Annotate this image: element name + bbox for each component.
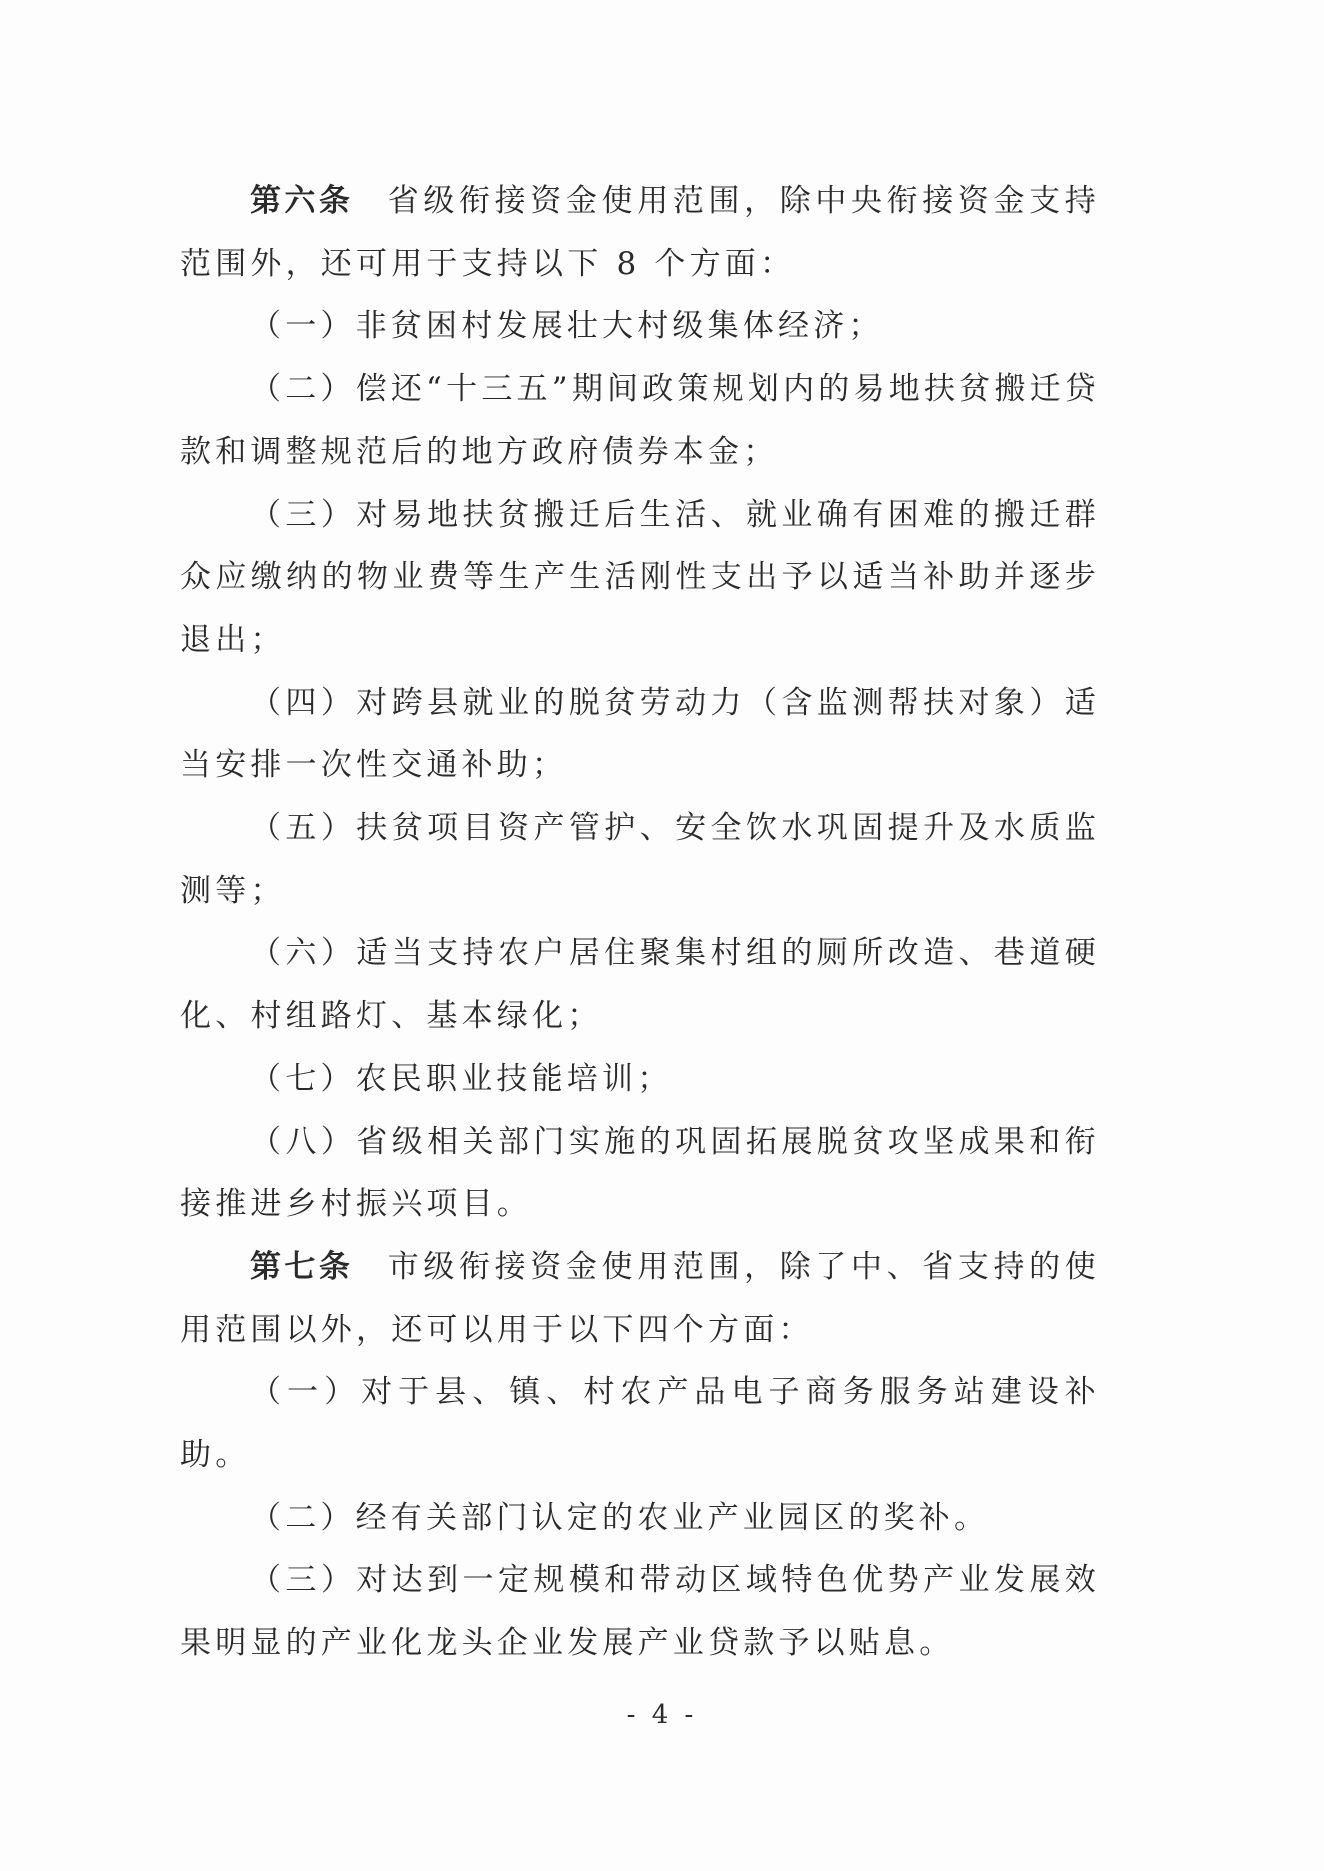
article-7-item-3: （三）对达到一定规模和带动区域特色优势产业发展效果明显的产业化龙头企业发展产业贷款予以贴息。 <box>180 1562 1100 1662</box>
article-6-intro <box>180 170 1100 295</box>
article-7-intro <box>180 1236 1100 1361</box>
document-body <box>180 170 1100 1675</box>
article-6-item-7: （七）农民职业技能培训； <box>250 1060 673 1097</box>
article-6-text: 省级衔接资金使用范围，除中央衔接资金支持范围外，还可用于支持以下 8 个方面： <box>180 183 1101 282</box>
article-6-item-4: （四）对跨县就业的脱贫劳动力（含监测帮扶对象）适当安排一次性交通补助； <box>180 684 1100 784</box>
article-7-heading: 第七条 <box>250 1248 354 1285</box>
article-6-heading: 第六条 <box>250 183 354 219</box>
page-number: - 4 - <box>626 1700 698 1730</box>
article-6-item-1: （一）非贫困村发展壮大村级集体经济； <box>250 308 884 345</box>
article-6-item-5: （五）扶贫项目资产管护、安全饮水巩固提升及水质监测等； <box>180 810 1100 909</box>
article-7-text: 市级衔接资金使用范围，除了中、省支持的使用范围以外，还可以用于以下四个方面： <box>180 1248 1101 1348</box>
article-6-item-3: （三）对易地扶贫搬迁后生活、就业确有困难的搬迁群众应缴纳的物业费等生产生活刚性支出予以适当补助并逐步退出； <box>180 496 1100 658</box>
article-7-item-1: （一）对于县、镇、村农产品电子商务服务站建设补助。 <box>180 1374 1100 1474</box>
article-7-item-2: （二）经有关部门认定的农业产业园区的奖补。 <box>250 1499 990 1536</box>
article-6-item-6: （六）适当支持农户居住聚集村组的厕所改造、巷道硬化、村组路灯、基本绿化； <box>180 935 1100 1035</box>
article-6-item-2: （二）偿还“十三五”期间政策规划内的易地扶贫搬迁贷款和调整规范后的地方政府债券本金； <box>180 371 1100 470</box>
article-6-item-8: （八）省级相关部门实施的巩固拓展脱贫攻坚成果和衔接推进乡村振兴项目。 <box>180 1123 1100 1223</box>
